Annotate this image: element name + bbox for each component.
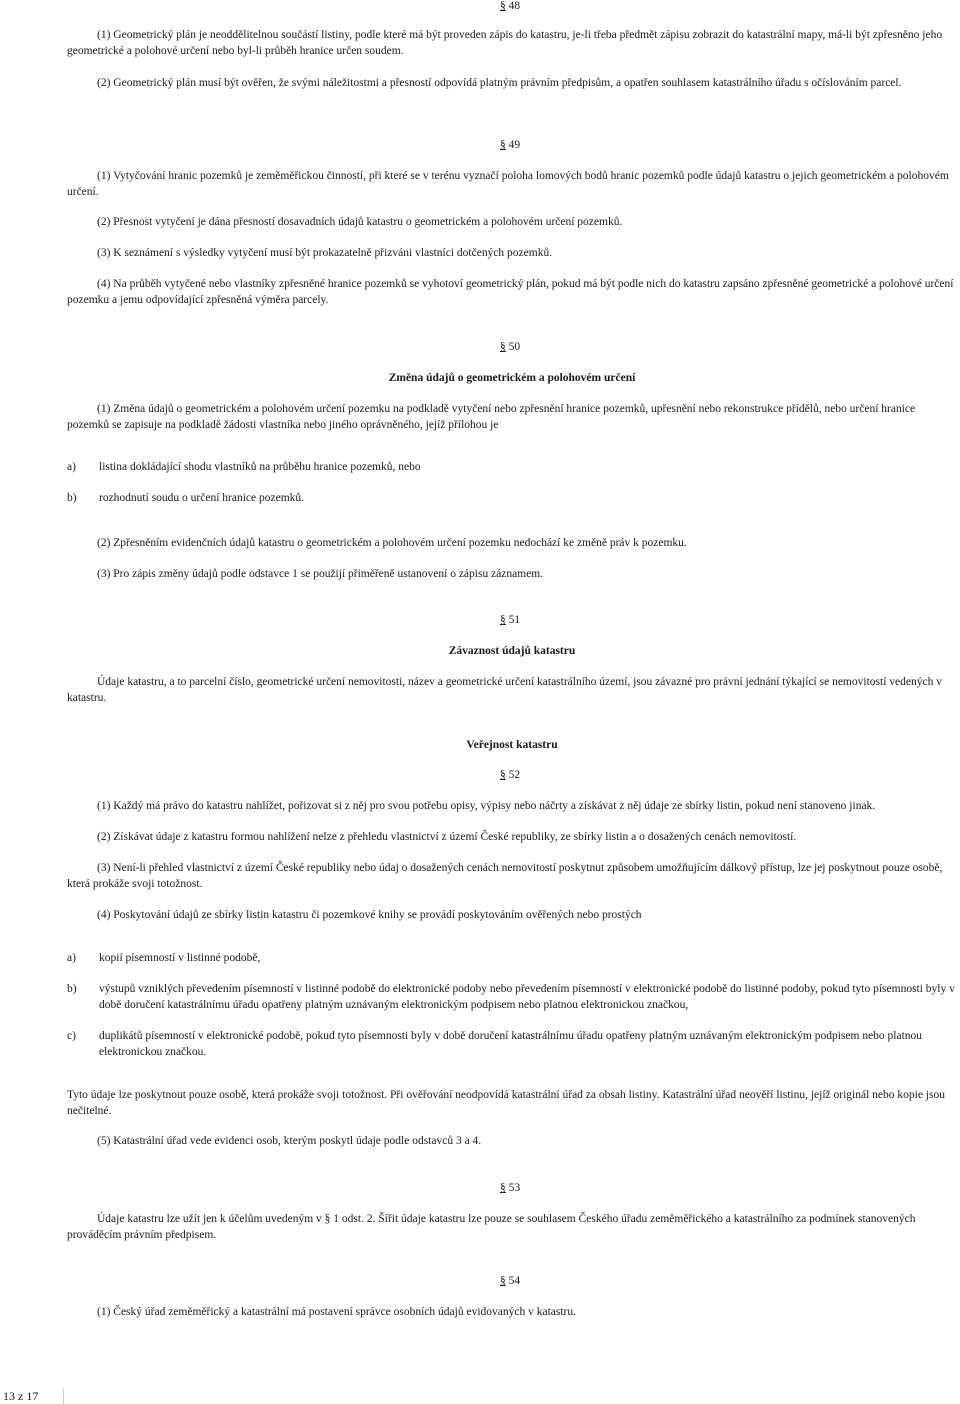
paragraph-49-3: (3) K seznámení s výsledky vytyčení musí být prokazatelně přizváni vlastníci dotčených pozemků.	[97, 247, 553, 259]
list-item: b) rozhodnutí soudu o určení hranice pozemků.	[67, 492, 305, 504]
list-item: b) výstupů vzniklých převedením písemností v listinné podobě do elektronické podoby nebo převedením písemností v elektronické podobě do listinné podoby, pokud tyto písemnosti byly v době doručení katastrálnímu úřadu opatřeny platným uznávaným elektronickým podpisem nebo platnou elektronickou značkou,	[67, 983, 955, 1011]
section-49-number: § 49	[500, 139, 521, 151]
section-51-number: § 51	[500, 614, 521, 626]
paragraph-48-1: (1) Geometrický plán je neoddělitelnou součástí listiny, podle které má být proveden zápis do katastru, je-li třeba předmět zápisu zobrazit do katastrální mapy, má-li být zpřesněno jeho geometrické a polohové určení nebo byl-li průběh hranice určen soudem.	[67, 29, 943, 57]
paragraph-49-2: (2) Přesnost vytyčení je dána přesností dosavadních údajů katastru o geometrickém a polohovém určení pozemků.	[97, 216, 623, 228]
list-item: c) duplikátů písemností v elektronické podobě, pokud tyto písemnosti byly v době doručení katastrálnímu úřadu opatřeny platným uznávaným elektronickým podpisem nebo platnou elektronickou značkou.	[67, 1030, 923, 1058]
section-50-number: § 50	[500, 341, 521, 353]
paragraph-48-2: (2) Geometrický plán musí být ověřen, že svými náležitostmi a přesností odpovídá platným právním předpisům, a opatřen souhlasem katastrálního úřadu s očíslováním parcel.	[97, 77, 902, 89]
paragraph-50-3: (3) Pro zápis změny údajů podle odstavce 1 se použijí přiměřeně ustanovení o zápisu záznamem.	[97, 568, 544, 580]
paragraph-51-1: Údaje katastru, a to parcelní číslo, geometrické určení nemovitosti, název a geometrické určení katastrálního území, jsou závazné pro právní jednání týkající se nemovitostí vedených v katastru.	[67, 676, 942, 704]
paragraph-52-note: Tyto údaje lze poskytnout pouze osobě, která prokáže svoji totožnost. Při ověřování neodpovídá katastrální úřad za obsah listiny. Katastrální úřad neověří listinu, jejíž originál nebo kopie jsou nečitelné.	[67, 1089, 945, 1117]
paragraph-52-2: (2) Získávat údaje z katastru formou nahlížení nelze z přehledu vlastnictví z území České republiky, ze sbírky listin a o dosažených cenách nemovitostí.	[97, 831, 797, 843]
paragraph-52-1: (1) Každý má právo do katastru nahlížet, pořizovat si z něj pro svou potřebu opisy, výpisy nebo náčrty a získávat z něj údaje ze sbírky listin, pokud není stanoveno jinak.	[97, 800, 876, 812]
section-50-heading: Změna údajů o geometrickém a polohovém určení	[388, 372, 636, 384]
list-item: a) kopií písemností v listinné podobě,	[67, 952, 261, 964]
paragraph-53-1: Údaje katastru lze užít jen k účelům uvedeným v § 1 odst. 2. Šířit údaje katastru lze pouze se souhlasem Českého úřadu zeměměřického a katastrálního za podmínek stanovených prováděcím právním předpisem.	[67, 1213, 916, 1241]
section-48-number: § 48	[500, 0, 521, 12]
section-53-number: § 53	[500, 1182, 521, 1194]
paragraph-50-2: (2) Zpřesněním evidenčních údajů katastru o geometrickém a polohovém určení pozemku nedochází ke změně práv k pozemku.	[97, 537, 687, 549]
paragraph-54-1: (1) Český úřad zeměměřický a katastrální má postavení správce osobních údajů evidovaných v katastru.	[97, 1306, 577, 1318]
paragraph-52-5: (5) Katastrální úřad vede evidenci osob, kterým poskytl údaje podle odstavců 3 a 4.	[97, 1135, 482, 1147]
paragraph-52-3: (3) Není-li přehled vlastnictví z území České republiky nebo údaj o dosažených cenách nemovitostí poskytnut způsobem umožňujícím dálkový přístup, lze jej poskytnout pouze osobě, která prokáže svoji totožnost.	[67, 862, 943, 890]
section-51-heading: Závaznost údajů katastru	[448, 645, 576, 657]
paragraph-49-4: (4) Na průběh vytyčené nebo vlastníky zpřesněné hranice pozemků se vyhotoví geometrický plán, pokud má být podle nich do katastru zapsáno zpřesněné geometrické a polohové určení pozemku a jemu odpovídající zpřesněná výměra parcely.	[67, 278, 954, 306]
paragraph-50-1: (1) Změna údajů o geometrickém a polohovém určení pozemku na podkladě vytyčení nebo zpřesnění hranice pozemků, upřesnění nebo rekonstrukce přídělů, nebo určení hranice pozemků se zapisuje na podkladě žádosti vlastníka nebo jiného oprávněného, jejíž přílohou je	[67, 403, 916, 431]
section-54-number: § 54	[500, 1275, 521, 1287]
paragraph-52-4: (4) Poskytování údajů ze sbírky listin katastru či pozemkové knihy se provádí poskytováním ověřených nebo prostých	[97, 909, 642, 921]
paragraph-49-1: (1) Vytyčování hranic pozemků je zeměměřickou činností, při které se v terénu vyznačí poloha lomových bodů hranic pozemků podle údajů katastru o jejich geometrickém a polohovém určení.	[67, 170, 949, 198]
public-registry-heading: Veřejnost katastru	[466, 739, 558, 751]
list-item: a) listina dokládající shodu vlastníků na průběhu hranice pozemků, nebo	[67, 461, 421, 473]
page-indicator: 13 z 17	[0, 1388, 64, 1404]
section-52-number: § 52	[500, 769, 521, 781]
